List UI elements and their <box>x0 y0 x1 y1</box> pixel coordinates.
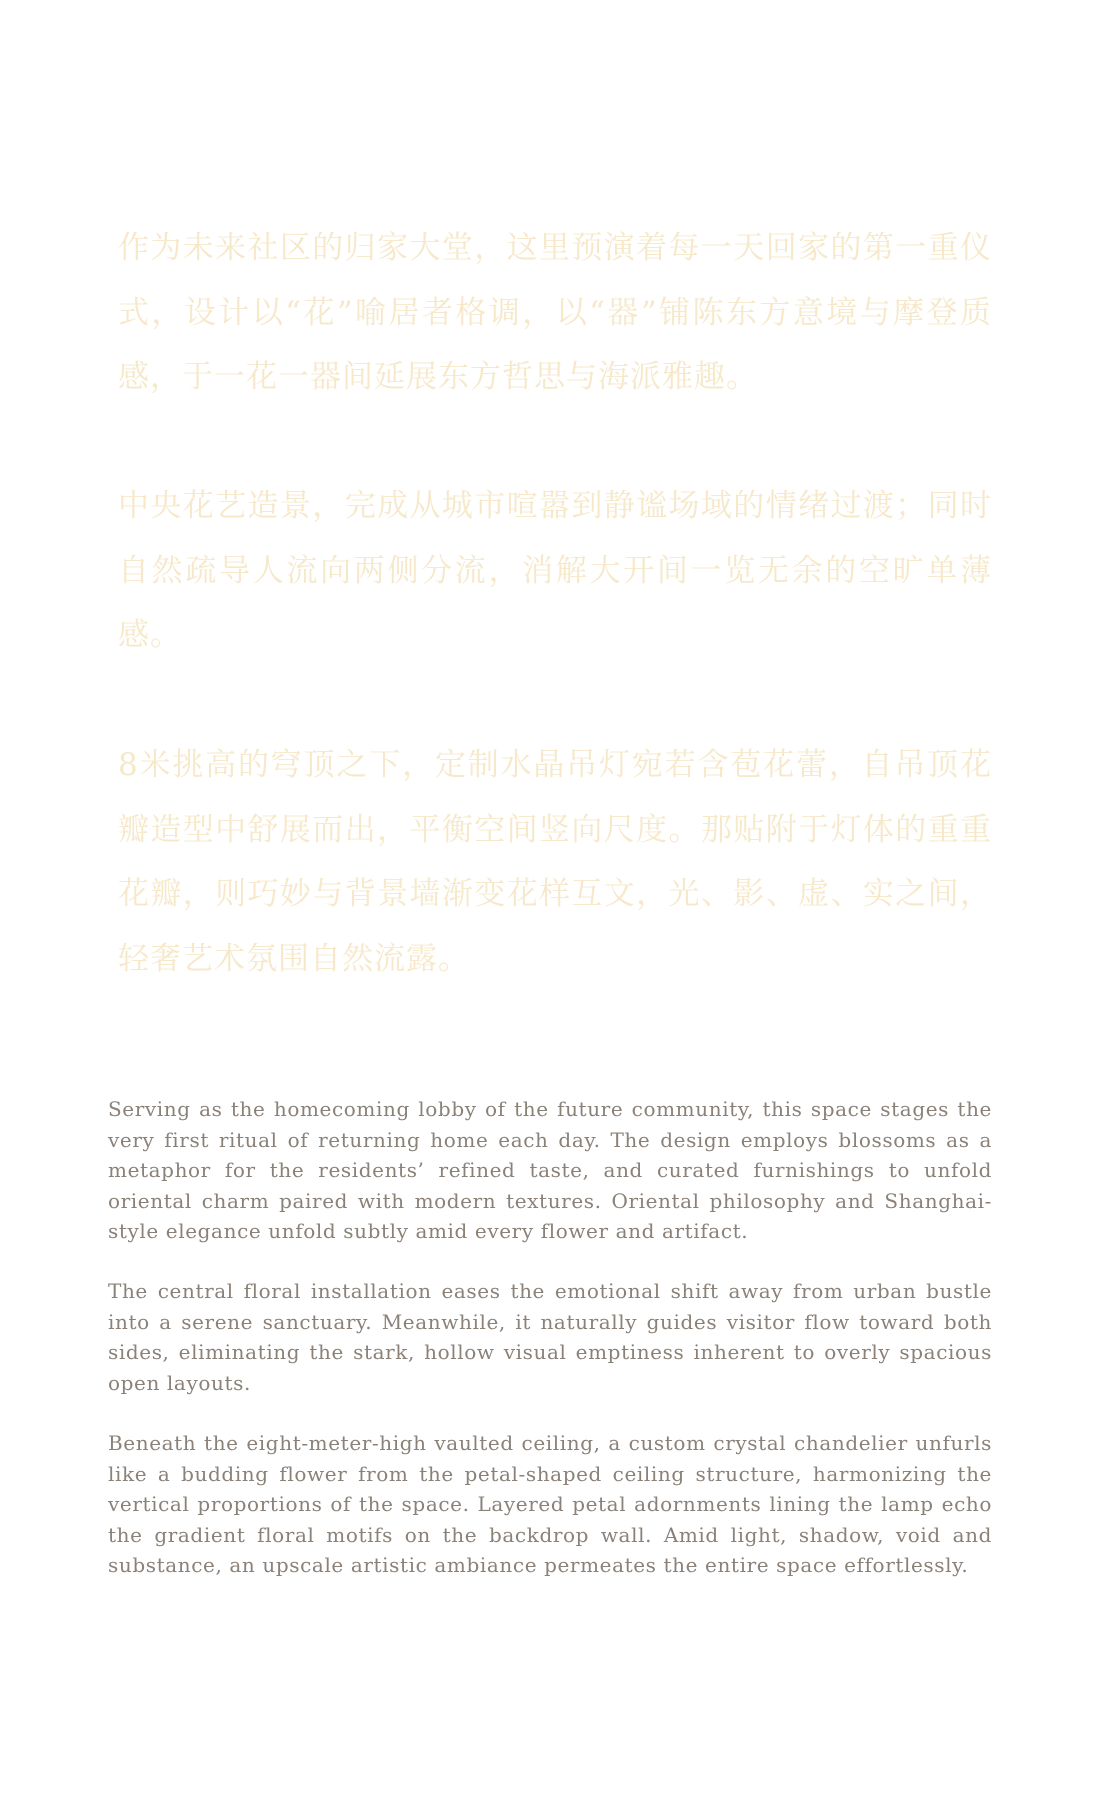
english-paragraph-lobby-intro: Serving as the homecoming lobby of the future community, this space stages the very first ritual of returning home each day. The design employs blossoms as a metaphor for the residents’ refined taste, and curated furnishings to unfold oriental charm paired with modern textures. Oriental philosophy and Shanghai-style elegance unfold subtly amid every flower and artifact. <box>108 1097 992 1243</box>
chinese-paragraph-chandelier: 8米挑高的穹顶之下，定制水晶吊灯宛若含苞花蕾，自吊顶花瓣造型中舒展而出，平衡空间竖向尺度。那贴附于灯体的重重花瓣，则巧妙与背景墙渐变花样互文，光、影、虚、实之间，轻奢艺术氛围自然流露。 <box>118 747 992 977</box>
english-paragraph-chandelier: Beneath the eight-meter-high vaulted ceiling, a custom crystal chandelier unfurls like a budding flower from the petal-shaped ceiling structure, harmonizing the vertical proportions of the space. Layered petal adornments lining the lamp echo the gradient floral motifs on the backdrop wall. Amid light, shadow, void and substance, an upscale artistic ambiance permeates the entire space effortlessly. <box>108 1431 992 1577</box>
chinese-paragraph-floral-installation: 中央花艺造景，完成从城市喧嚣到静谧场域的情绪过渡；同时自然疏导人流向两侧分流，消解大开间一览无余的空旷单薄感。 <box>118 488 992 653</box>
chinese-paragraph-lobby-intro: 作为未来社区的归家大堂，这里预演着每一天回家的第一重仪式，设计以“花”喻居者格调，以“器”铺陈东方意境与摩登质感，于一花一器间延展东方哲思与海派雅趣。 <box>118 230 992 395</box>
english-paragraph-floral-installation: The central floral installation eases the emotional shift away from urban bustle into a serene sanctuary. Meanwhile, it naturally guides visitor flow toward both sides, eliminating the stark, hollow visual emptiness inherent to overly spacious open layouts. <box>108 1279 992 1395</box>
